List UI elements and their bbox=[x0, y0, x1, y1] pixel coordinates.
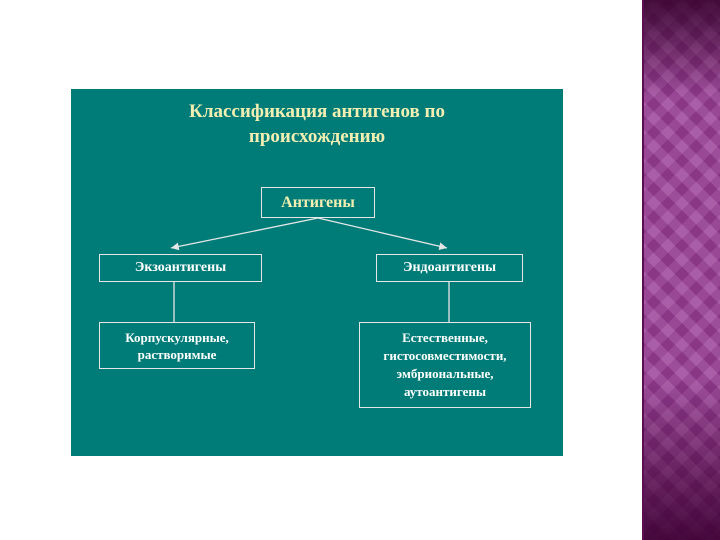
root-node-antigens: Антигены bbox=[261, 187, 375, 218]
node-exoantigens: Экзоантигены bbox=[99, 254, 262, 282]
slide-panel bbox=[71, 89, 563, 456]
arrow-to-exoantigens bbox=[171, 218, 318, 248]
endo-example-1: Естественные, bbox=[402, 330, 488, 345]
exo-example-2: растворимые bbox=[137, 346, 217, 362]
node-exoantigen-examples bbox=[99, 322, 255, 369]
endo-example-3: эмбриональные, bbox=[396, 366, 494, 381]
endo-example-4: аутоантигены bbox=[403, 384, 487, 399]
endo-example-2: гистосовместимости, bbox=[383, 348, 507, 363]
decorative-side-band bbox=[642, 0, 720, 540]
arrow-to-endoantigens bbox=[318, 218, 447, 248]
node-endoantigen-examples bbox=[359, 322, 531, 408]
slide-title-line-2: происхождению bbox=[248, 126, 386, 147]
exo-example-1: Корпускулярные, bbox=[125, 329, 229, 345]
slide-title bbox=[71, 99, 563, 149]
node-endoantigens: Эндоантигены bbox=[376, 254, 523, 282]
slide-title-line-1: Классификация антигенов по bbox=[189, 101, 445, 122]
